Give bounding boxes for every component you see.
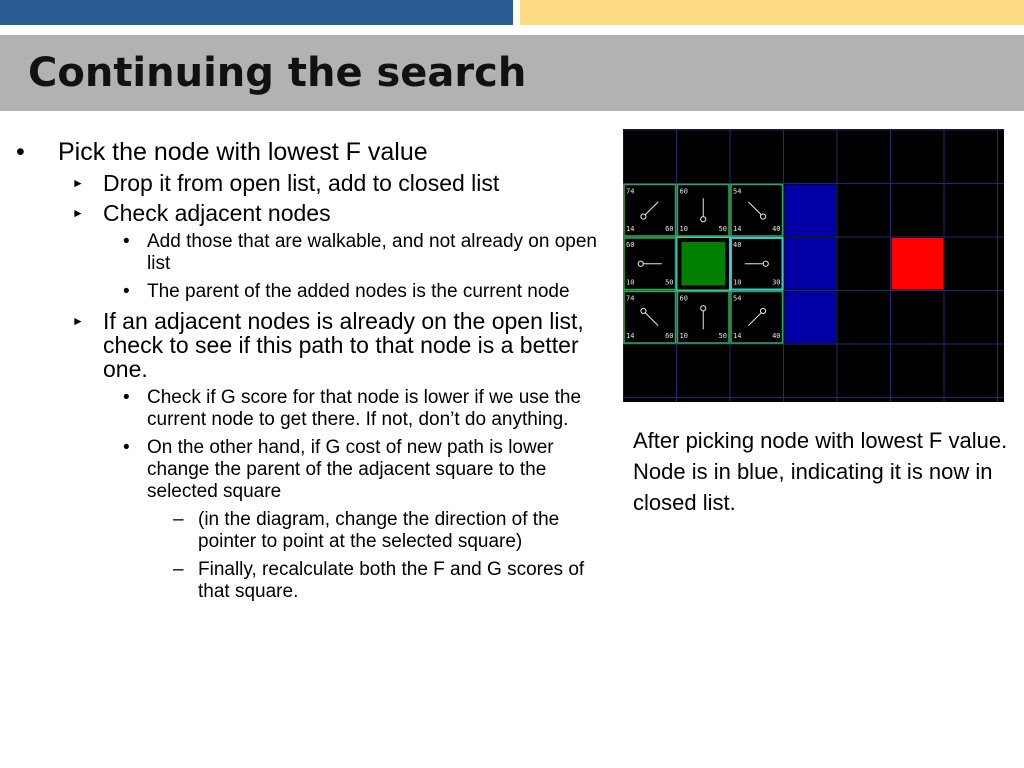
arrow-bullet-icon: ► [72, 176, 84, 190]
pointer-dot [701, 306, 706, 311]
f-score-label: 60 [679, 294, 688, 303]
f-score-label: 60 [679, 187, 688, 196]
grid-svg [623, 129, 1004, 402]
bullet-text: Add those that are walkable, and not already on open list [147, 231, 597, 274]
dash-bullet-item [147, 509, 601, 553]
pointer-line [645, 202, 658, 215]
pointer-line [748, 202, 761, 215]
g-score-label: 14 [626, 332, 635, 340]
bullet-list [16, 138, 601, 609]
pointer-dot [760, 308, 765, 313]
bullet-text: The parent of the added nodes is the current node [147, 281, 570, 302]
sub-sub-bullet-item [103, 281, 601, 303]
h-score-label: 50 [718, 332, 727, 340]
wall-cell [785, 292, 837, 344]
bullet-dot: • [123, 281, 130, 302]
h-score-label: 50 [665, 278, 674, 287]
dash-bullet: – [173, 509, 184, 530]
g-score-label: 10 [679, 225, 688, 233]
g-score-label: 14 [626, 225, 635, 233]
pointer-dot [701, 217, 706, 222]
h-score-label: 60 [665, 225, 674, 233]
h-score-label: 50 [718, 225, 727, 233]
bullet-text: Finally, recalculate both the F and G scores of that square. [198, 559, 585, 602]
bullet-text: Pick the node with lowest F value [58, 138, 428, 166]
wall-cell [785, 238, 837, 290]
bullet-text: Drop it from open list, add to closed list [103, 170, 500, 196]
bullet-dot: • [123, 387, 130, 408]
bullet-dot: • [123, 231, 130, 252]
sub-bullet-item [58, 309, 601, 381]
f-score-label: 54 [733, 294, 742, 303]
pathfinding-grid-diagram [623, 129, 1004, 402]
sub-sub-bullet-item [103, 387, 601, 431]
title-band [0, 35, 1024, 111]
slide-title: Continuing the search [28, 50, 527, 96]
bullet-text: (in the diagram, change the direction of the pointer to point at the selected square) [198, 509, 560, 552]
pointer-dot [638, 261, 643, 266]
pointer-dot [763, 261, 768, 266]
bullet-text: On the other hand, if G cost of new path is lower change the parent of the adjacent square to the selected square [147, 437, 554, 502]
dash-bullet-item [147, 559, 601, 603]
f-score-label: 54 [733, 187, 742, 196]
pointer-line [645, 312, 658, 325]
g-score-label: 10 [679, 332, 688, 340]
sub-bullet-item [58, 201, 601, 225]
dash-bullet: – [173, 559, 184, 580]
bullet-dot: • [16, 138, 25, 166]
sub-bullet-item [58, 171, 601, 195]
g-score-label: 10 [626, 278, 635, 287]
h-score-label: 30 [772, 278, 781, 287]
pointer-line [748, 312, 761, 325]
bullet-text: Check if G score for that node is lower if we use the current node to get there. If not, don’t do anything. [147, 387, 582, 430]
diagram-caption: After picking node with lowest F value. Node is in blue, indicating it is now in closed list. [633, 428, 1008, 515]
g-score-label: 14 [733, 332, 742, 340]
h-score-label: 40 [772, 332, 781, 340]
arrow-bullet-icon: ► [72, 206, 84, 220]
arrow-bullet-icon: ► [72, 314, 84, 328]
f-score-label: 60 [626, 241, 635, 249]
bullet-text: If an adjacent nodes is already on the open list, check to see if this path to that node is a better one. [103, 308, 584, 382]
wall-cell [785, 185, 837, 237]
start-cell [682, 242, 726, 286]
header-yellow-bar [520, 0, 1024, 25]
g-score-label: 10 [733, 278, 742, 287]
pointer-dot [641, 214, 646, 219]
header-blue-bar [0, 0, 513, 25]
h-score-label: 60 [665, 332, 674, 340]
f-score-label: 74 [626, 187, 635, 196]
sub-sub-bullet-item [103, 437, 601, 503]
f-score-label: 40 [733, 241, 742, 249]
target-cell [892, 238, 944, 290]
h-score-label: 40 [772, 225, 781, 233]
f-score-label: 74 [626, 294, 635, 303]
pointer-dot [641, 308, 646, 313]
sub-sub-bullet-item [103, 231, 601, 275]
pointer-dot [760, 214, 765, 219]
bullet-dot: • [123, 437, 130, 458]
g-score-label: 14 [733, 225, 742, 233]
bullet-item [16, 138, 601, 167]
bullet-text: Check adjacent nodes [103, 200, 331, 226]
